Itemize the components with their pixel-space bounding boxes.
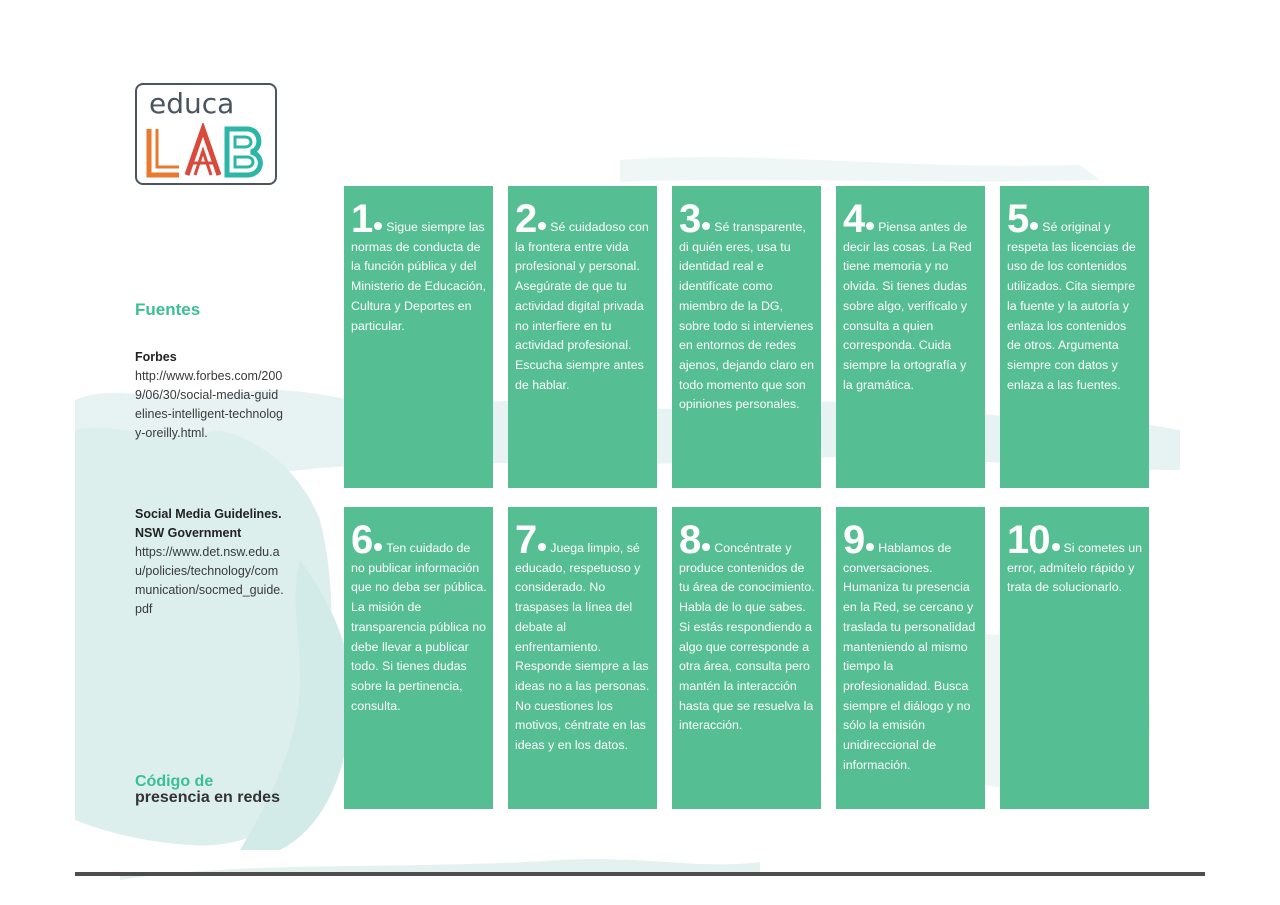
rule-number: 9 (843, 518, 865, 562)
bottom-divider (75, 872, 1205, 876)
rule-card-5 (1000, 186, 1149, 488)
bullet-dot-icon (374, 222, 382, 230)
rule-text: Sé original y respeta las licencias de uso de los contenidos utilizados. Cita siempre la fuente y la autoría y enlaza los contenidos de otros. Argumenta siempre con datos y enlaza a las fuentes. (1007, 220, 1136, 392)
rule-text: Hablamos de conversaciones. Humaniza tu presencia en la Red, se cercano y traslada tu personalidad manteniendo al mismo tiempo la profesionalidad. Busca siempre el diálogo y no sólo la emisión unidireccional de información. (843, 541, 976, 772)
bullet-dot-icon (702, 543, 710, 551)
source-url[interactable]: https://www.det.nsw.edu.au/policies/technology/communication/socmed_guide.pdf (135, 545, 284, 616)
bullet-dot-icon (702, 222, 710, 230)
rule-text: Si cometes un error, admítelo rápido y trata de solucionarlo. (1007, 541, 1143, 595)
bullet-dot-icon (866, 222, 874, 230)
source-name: Forbes (135, 350, 177, 364)
rule-card-2 (508, 186, 657, 488)
rule-number: 5 (1007, 197, 1029, 241)
rule-number: 4 (843, 197, 865, 241)
bullet-dot-icon (538, 543, 546, 551)
rule-text: Juega limpio, sé educado, respetuoso y considerado. No traspases la línea del debate al enfrentamiento. Responde siempre a las ideas no a las personas. No cuestiones los motivos, céntrate en las ideas y en los datos. (515, 541, 650, 753)
rule-text: Sigue siempre las normas de conducta de la función pública y del Ministerio de Educación, Cultura y Deportes en particular. (351, 220, 486, 333)
logo-text-educa: educa (149, 87, 235, 120)
rule-number: 10 (1007, 518, 1050, 562)
bullet-dot-icon (1030, 222, 1038, 230)
rule-card-4 (836, 186, 985, 488)
rule-card-6 (344, 507, 493, 809)
bullet-dot-icon (374, 543, 382, 551)
rule-number: 7 (515, 518, 537, 562)
source-name: Social Media Guidelines. NSW Government (135, 507, 282, 540)
bullet-dot-icon (866, 543, 874, 551)
logo-text-lab (143, 123, 271, 181)
source-url[interactable]: http://www.forbes.com/2009/06/30/social-media-guidelines-intelligent-technology-oreilly.html. (135, 369, 284, 440)
rule-number: 3 (679, 197, 701, 241)
rule-number: 8 (679, 518, 701, 562)
bullet-dot-icon (1052, 543, 1060, 551)
rule-card-1 (344, 186, 493, 488)
page-title-line1: Código de (135, 773, 214, 790)
sources-title: Fuentes (135, 300, 201, 319)
rule-card-8 (672, 507, 821, 809)
rule-number: 2 (515, 197, 537, 241)
rule-text: Concéntrate y produce contenidos de tu área de conocimiento. Habla de lo que sabes. Si estás respondiendo a algo que corresponde a otra área, consulta pero mantén la interacción hasta que se resuelva la interacción. (679, 541, 815, 733)
page-title-line2: presencia en redes (135, 789, 280, 806)
educalab-logo (135, 83, 277, 185)
bullet-dot-icon (538, 222, 546, 230)
rule-text: Sé cuidadoso con la frontera entre vida profesional y personal. Asegúrate de que tu actividad digital privada no interfiere en tu actividad profesional. Escucha siempre antes de hablar. (515, 220, 649, 392)
rule-text: Sé transparente, di quién eres, usa tu identidad real e identifícate como miembro de la DG, sobre todo si intervienes en entornos de redes ajenos, dejando claro en todo momento que son opiniones personales. (679, 220, 815, 412)
rule-card-3 (672, 186, 821, 488)
rule-text: Ten cuidado de no publicar información que no deba ser pública. La misión de transparencia pública no debe llevar a publicar todo. Si tienes dudas sobre la pertinencia, consulta. (351, 541, 487, 713)
rule-card-7 (508, 507, 657, 809)
page-title (135, 774, 280, 806)
source-forbes (135, 348, 285, 443)
rule-text: Piensa antes de decir las cosas. La Red tiene memoria y no olvida. Si tienes dudas sobre algo, verifícalo y consulta a quien corresponda. Cuida siempre la ortografía y la gramática. (843, 220, 972, 392)
rule-number: 1 (351, 197, 373, 241)
rule-card-10 (1000, 507, 1149, 809)
rule-number: 6 (351, 518, 373, 562)
rule-card-9 (836, 507, 985, 809)
source-nsw (135, 505, 285, 619)
